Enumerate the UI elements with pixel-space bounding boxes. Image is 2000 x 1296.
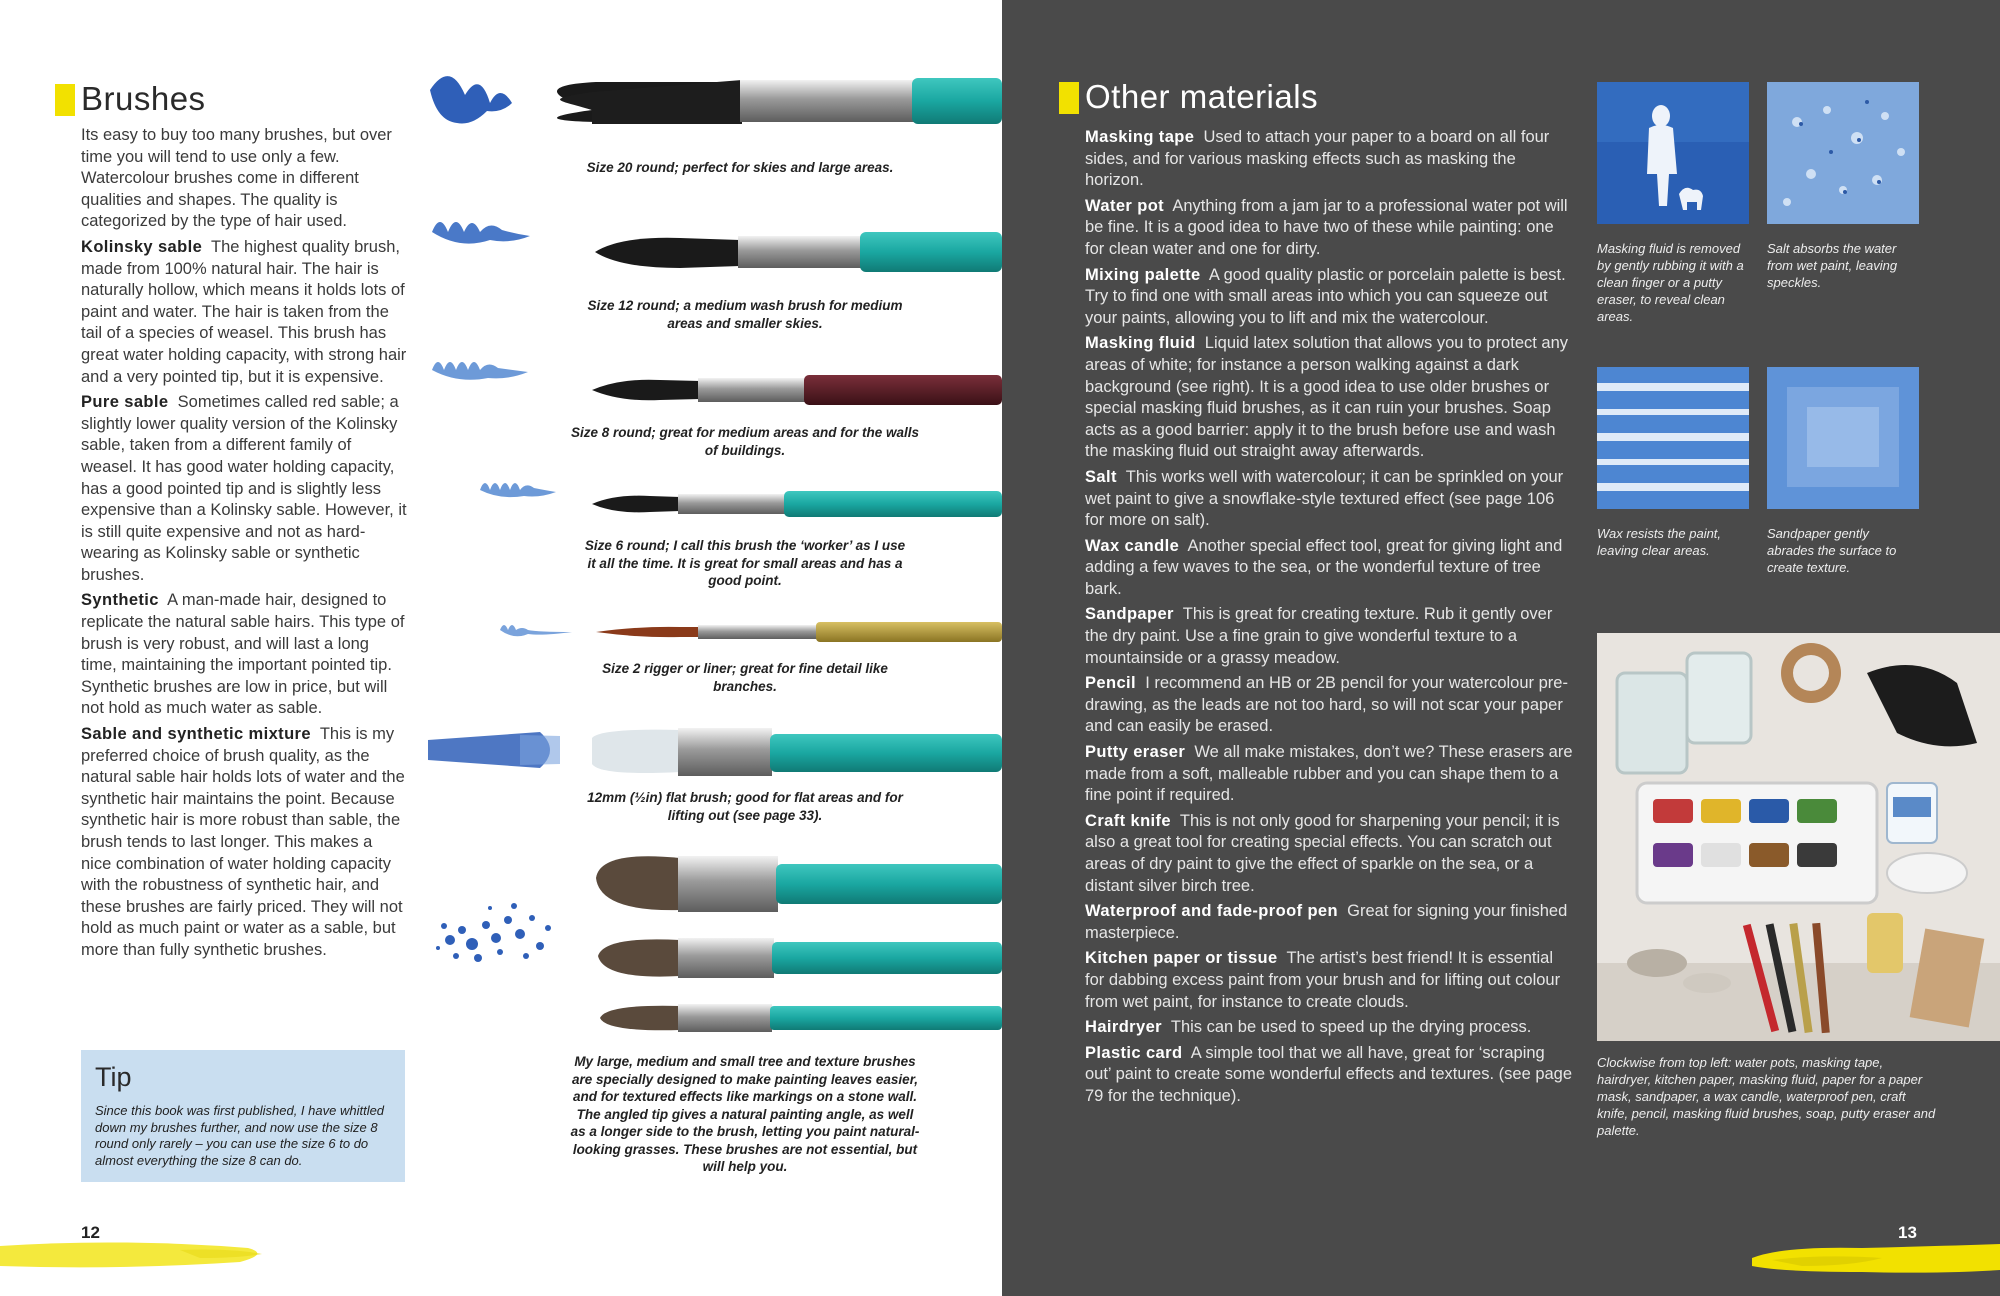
entry-term: Sable and synthetic mixture bbox=[81, 725, 311, 744]
entry-text: This is my preferred choice of brush quality, as the natural sable hair holds lots of water and the synthetic hair maintains the point. Because synthetic hair is more robust than sable, the brush tends to last longer. This makes a nice combination of water holding capacity with the robustness of synthetic hair, and these brushes are fairly priced. They will not hold as much paint or water as a sable, but more than fully synthetic brushes. bbox=[81, 725, 405, 959]
entry-pure-sable bbox=[81, 392, 407, 586]
entry-text: This is great for creating texture. Rub it gently over the dry paint. Use a fine grain to give wonderful texture to a mountainside or a grassy meadow. bbox=[1085, 605, 1553, 667]
entry-wax-candle bbox=[1085, 536, 1573, 601]
entry-term: Plastic card bbox=[1085, 1043, 1183, 1062]
brush-size-6 bbox=[480, 483, 1002, 517]
entry-text: Used to attach your paper to a board on all four sides, and for various masking effects such as masking the horizon. bbox=[1085, 128, 1550, 190]
right-page bbox=[1002, 0, 2000, 1296]
intro-paragraph: Its easy to buy too many brushes, but over time you will tend to use only a few. Watercolour brushes come in different qualities and shapes. The quality is categorized by the type of hair used. bbox=[81, 126, 392, 231]
caption-wax: Wax resists the paint, leaving clear areas. bbox=[1597, 526, 1722, 558]
brush-flat-12mm bbox=[428, 728, 1002, 776]
entry-plastic-card bbox=[1085, 1043, 1573, 1108]
entry-putty-eraser bbox=[1085, 742, 1573, 807]
entry-term: Masking fluid bbox=[1085, 334, 1196, 353]
caption-size-6: Size 6 round; I call this brush the ‘worker’ as I use it all the time. It is great for small areas and has a good point. bbox=[584, 538, 906, 588]
tip-title: Tip bbox=[95, 1062, 132, 1092]
heading-marker-yellow bbox=[1059, 82, 1079, 114]
entry-text: Great for signing your finished masterpiece. bbox=[1085, 902, 1568, 942]
tree-texture-brushes bbox=[436, 856, 1002, 1032]
entry-text: Anything from a jam jar to a professional water pot will be fine. It is a good idea to have two of these while painting: one for clean water and one for dirty. bbox=[1085, 196, 1568, 258]
entry-term: Water pot bbox=[1085, 196, 1165, 215]
entry-kolinsky bbox=[81, 237, 407, 388]
entry-term: Masking tape bbox=[1085, 128, 1195, 146]
brush-size-8 bbox=[432, 362, 1002, 405]
entry-text: A man-made hair, designed to replicate the natural sable hairs. This type of brush is very robust, and will last a long time, maintaining the important pointed tip. Synthetic brushes are low in price, but will not hold as much water as sable. bbox=[81, 591, 405, 718]
entry-pencil bbox=[1085, 673, 1573, 738]
entry-text: Sometimes called red sable; a slightly lower quality version of the Kolinsky sable, taken from a different family of weasel. It has good water holding capacity, has a good pointed tip and is slightly less expensive than a Kolinsky sable. However, it is still quite expensive and not as hard-wearing as Kolinsky sable or synthetic brushes. bbox=[81, 393, 407, 584]
page-number-left: 12 bbox=[81, 1223, 100, 1242]
entry-mixture bbox=[81, 724, 407, 962]
entry-sandpaper bbox=[1085, 604, 1573, 669]
entry-term: Hairdryer bbox=[1085, 1018, 1162, 1037]
entry-mixing-palette bbox=[1085, 265, 1573, 330]
tip-box bbox=[81, 1050, 405, 1182]
caption-size-12: Size 12 round; a medium wash brush for medium areas and smaller skies. bbox=[587, 298, 903, 331]
materials-body-text bbox=[1085, 127, 1573, 1112]
texture-spatter bbox=[436, 903, 551, 962]
brush-size-20 bbox=[430, 76, 1002, 124]
entry-text: I recommend an HB or 2B pencil for your watercolour pre-drawing, as the leads are not too hard, so will not scar your paper and can easily be erased. bbox=[1085, 674, 1568, 736]
entry-hairdryer bbox=[1085, 1017, 1573, 1039]
entry-text: This is not only good for sharpening your pencil; it is also a great tool for creating special effects. You can scratch out areas of dry paint to give the effect of sparkle on the sea, or a distant silver birch tree. bbox=[1085, 811, 1560, 895]
caption-size-20: Size 20 round; perfect for skies and large areas. bbox=[586, 160, 894, 175]
caption-materials-photo: Clockwise from top left: water pots, masking tape, hairdryer, kitchen paper, masking fluid, paper for a paper mask, sandpaper, a wax candle, waterproof pen, craft knife, pencil, masking fluid brushes, soap, putty eraser and palette. bbox=[1597, 1055, 1936, 1138]
heading-marker-yellow bbox=[55, 84, 75, 116]
entry-pen bbox=[1085, 901, 1573, 944]
entry-kitchen-paper bbox=[1085, 948, 1573, 1013]
caption-size-2: Size 2 rigger or liner; great for fine detail like branches. bbox=[602, 661, 888, 694]
entry-term: Craft knife bbox=[1085, 811, 1171, 830]
sandpaper-swatch bbox=[1767, 367, 1919, 509]
caption-masking-fluid: Masking fluid is removed by gently rubbing it with a clean finger or a putty eraser, to reveal clean areas. bbox=[1597, 241, 1744, 324]
brush-size-12 bbox=[432, 222, 1002, 272]
page-number-right: 13 bbox=[1898, 1223, 1917, 1242]
entry-salt bbox=[1085, 467, 1573, 532]
entry-term: Kolinsky sable bbox=[81, 237, 203, 256]
entry-term: Sandpaper bbox=[1085, 605, 1174, 624]
entry-text: A simple tool that we all have, great for ‘scraping out’ paint to create some wonderful effects and textures. (see page 79 for the technique). bbox=[1085, 1043, 1573, 1105]
wax-swatch bbox=[1597, 367, 1749, 509]
caption-salt: Salt absorbs the water from wet paint, leaving speckles. bbox=[1767, 241, 1898, 290]
salt-swatch bbox=[1767, 82, 1919, 224]
entry-term: Putty eraser bbox=[1085, 743, 1186, 762]
entry-masking-fluid bbox=[1085, 333, 1573, 463]
entry-masking-tape bbox=[1085, 127, 1573, 192]
caption-size-8: Size 8 round; great for medium areas and for the walls of buildings. bbox=[570, 425, 920, 458]
caption-tree-brushes: My large, medium and small tree and texture brushes are specially designed to make painting leaves easier, and for textured effects like markings on a stone wall. The angled tip gives a natural painting angle, as well as a longer side to the brush, letting you paint natural-looking grasses. These brushes are not essential, but will help you. bbox=[570, 1054, 920, 1174]
entry-term: Wax candle bbox=[1085, 536, 1180, 555]
yellow-brushstroke-decoration bbox=[1742, 1240, 2000, 1280]
brushes-body-text bbox=[81, 125, 407, 966]
entry-text: The artist’s best friend! It is essential for dabbing excess paint from your brush and for lifting out colour from wet paint, for instance to create clouds. bbox=[1085, 949, 1561, 1011]
entry-water-pot bbox=[1085, 196, 1573, 261]
masking-fluid-swatch bbox=[1597, 82, 1749, 224]
tip-text: Since this book was first published, I have whittled down my brushes further, and now use the size 8 round only rarely – you can use the size 6 to do almost everything the size 8 can do. bbox=[95, 1103, 385, 1168]
entry-text: This can be used to speed up the drying process. bbox=[1170, 1018, 1532, 1037]
entry-term: Waterproof and fade-proof pen bbox=[1085, 902, 1338, 921]
entry-text: Liquid latex solution that allows you to protect any areas of white; for instance a person walking against a dark background (see right). It is a good idea to use older brushes or special masking fluid brushes, as it can ruin your brushes. Soap acts as a good barrier: apply it to the brush before use and wash the masking fluid out straight away afterwards. bbox=[1085, 334, 1569, 461]
entry-synthetic bbox=[81, 590, 407, 720]
entry-text: This works well with watercolour; it can be sprinkled on your wet paint to give a snowflake-style textured effect (see page 106 for more on salt). bbox=[1085, 467, 1564, 530]
materials-photo bbox=[1597, 633, 2000, 1041]
caption-sandpaper: Sandpaper gently abrades the surface to create texture. bbox=[1767, 526, 1897, 575]
entry-term: Pure sable bbox=[81, 393, 169, 412]
caption-flat: 12mm (½in) flat brush; good for flat areas and for lifting out (see page 33). bbox=[587, 790, 903, 823]
entry-term: Pencil bbox=[1085, 674, 1137, 693]
entry-term: Synthetic bbox=[81, 591, 159, 610]
entry-text: A good quality plastic or porcelain palette is best. Try to find one with small areas into which you can squeeze out your paints, allowing you to lift and mix the watercolour. bbox=[1085, 265, 1566, 327]
entry-text: Another special effect tool, great for giving light and adding a few waves to the sea, or the wonderful texture of tree bark. bbox=[1085, 536, 1563, 598]
entry-craft-knife bbox=[1085, 811, 1573, 897]
page-title: Brushes bbox=[81, 80, 206, 117]
entry-term: Mixing palette bbox=[1085, 265, 1201, 284]
entry-term: Kitchen paper or tissue bbox=[1085, 949, 1278, 968]
entry-text: The highest quality brush, made from 100% natural hair. The hair is naturally hollow, which means it holds lots of paint and water. The hair is taken from the tail of a species of weasel. This brush has great water holding capacity, with strong hair and a very pointed tip, but it is expensive. bbox=[81, 237, 407, 386]
brush-size-2-rigger bbox=[500, 622, 1002, 642]
page-title: Other materials bbox=[1085, 78, 1319, 115]
entry-text: We all make mistakes, don’t we? These erasers are made from a soft, malleable rubber and you can shape them to a fine point if required. bbox=[1085, 743, 1573, 805]
yellow-brushstroke-decoration bbox=[0, 1236, 300, 1276]
entry-term: Salt bbox=[1085, 467, 1117, 486]
